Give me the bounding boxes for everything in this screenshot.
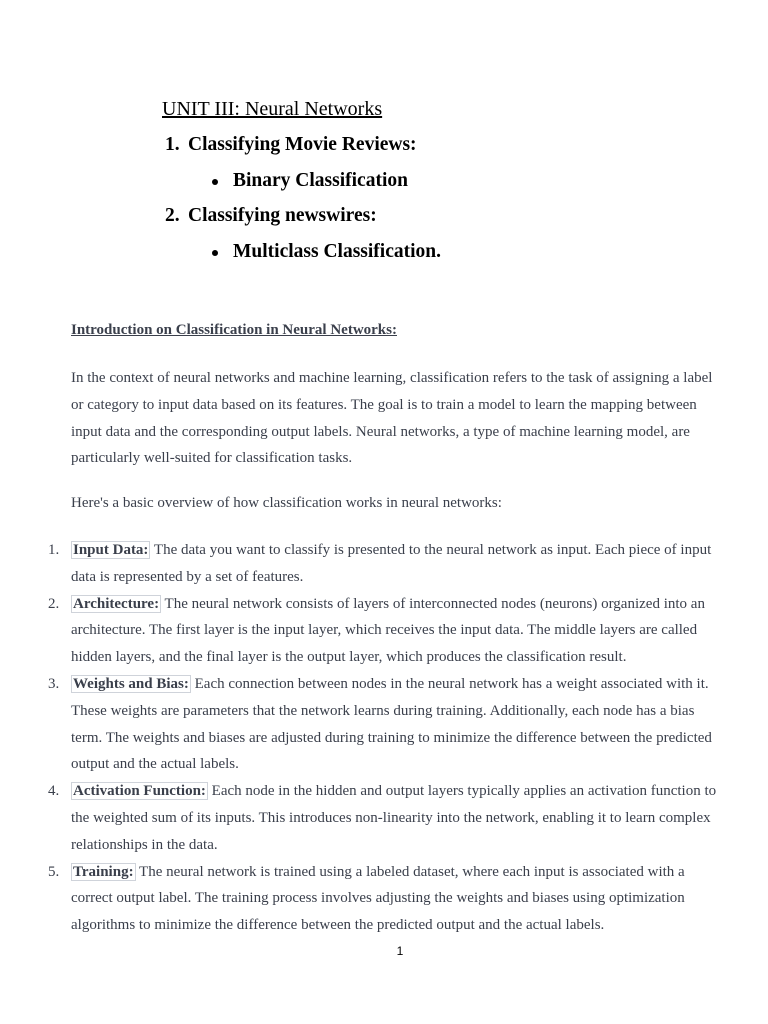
list-number: 2. xyxy=(48,595,60,612)
intro-paragraph: In the context of neural networks and machine learning, classification refers to the task of assigning a label or category to input data based on its features. The goal is to train a model to learn the mapping between input data and the corresponding output labels. Neural networks, a type of machine learning model, are particularly well-suited for classification tasks. xyxy=(71,370,713,467)
bullet-icon xyxy=(212,250,218,256)
section-heading: Introduction on Classification in Neural Networks: xyxy=(71,322,397,338)
list-item xyxy=(0,778,721,858)
step-text: The data you want to classify is presented to the neural network as input. Each piece of input data is represented by a set of features. xyxy=(71,542,712,585)
outline-item-newswires: Classifying newswires: xyxy=(188,205,377,226)
list-number: 4. xyxy=(48,783,60,800)
list-item xyxy=(0,859,721,939)
outline-subitem-binary: Binary Classification xyxy=(233,170,408,191)
step-text: The neural network consists of layers of interconnected nodes (neurons) organized into an architecture. The first layer is the input layer, which receives the input data. The middle layers are called hidden layers, and the final layer is the output layer, which produces the classification result. xyxy=(71,595,705,666)
outline-item-movie-reviews: Classifying Movie Reviews: xyxy=(188,134,417,155)
outline-number-2: 2. xyxy=(165,205,180,226)
outline-number-1: 1. xyxy=(165,134,180,155)
step-term: Training: xyxy=(73,863,134,880)
step-text: The neural network is trained using a labeled dataset, where each input is associated with a correct output label. The training process involves adjusting the weights and biases using optimization algorithms to minimize the difference between the predicted output and the actual labels. xyxy=(71,863,685,934)
list-number: 1. xyxy=(48,542,60,558)
list-number: 3. xyxy=(48,675,60,692)
step-text: Each connection between nodes in the neural network has a weight associated with it. These weights are parameters that the network learns during training. Additionally, each node has a bias term. The weights and biases are adjusted during training to minimize the difference between the predicted output and the actual labels. xyxy=(71,675,712,773)
step-term: Activation Function: xyxy=(73,783,206,800)
bullet-icon xyxy=(212,179,218,185)
unit-title: UNIT III: Neural Networks xyxy=(162,98,383,120)
step-term: Input Data: xyxy=(73,542,149,558)
page-number: 1 xyxy=(396,944,404,958)
list-item xyxy=(0,671,721,778)
classification-steps-list xyxy=(0,537,768,939)
list-number: 5. xyxy=(48,863,60,880)
list-item xyxy=(0,537,721,591)
step-text: Each node in the hidden and output layers typically applies an activation function to the weighted sum of its inputs. This introduces non-linearity into the network, enabling it to learn complex relationships in the data. xyxy=(71,783,717,853)
list-item xyxy=(0,591,721,671)
step-term: Architecture: xyxy=(73,595,160,612)
overview-sentence: Here's a basic overview of how classification works in neural networks: xyxy=(71,495,502,511)
outline-subitem-multiclass: Multiclass Classification. xyxy=(233,241,441,262)
step-term: Weights and Bias: xyxy=(73,675,189,692)
